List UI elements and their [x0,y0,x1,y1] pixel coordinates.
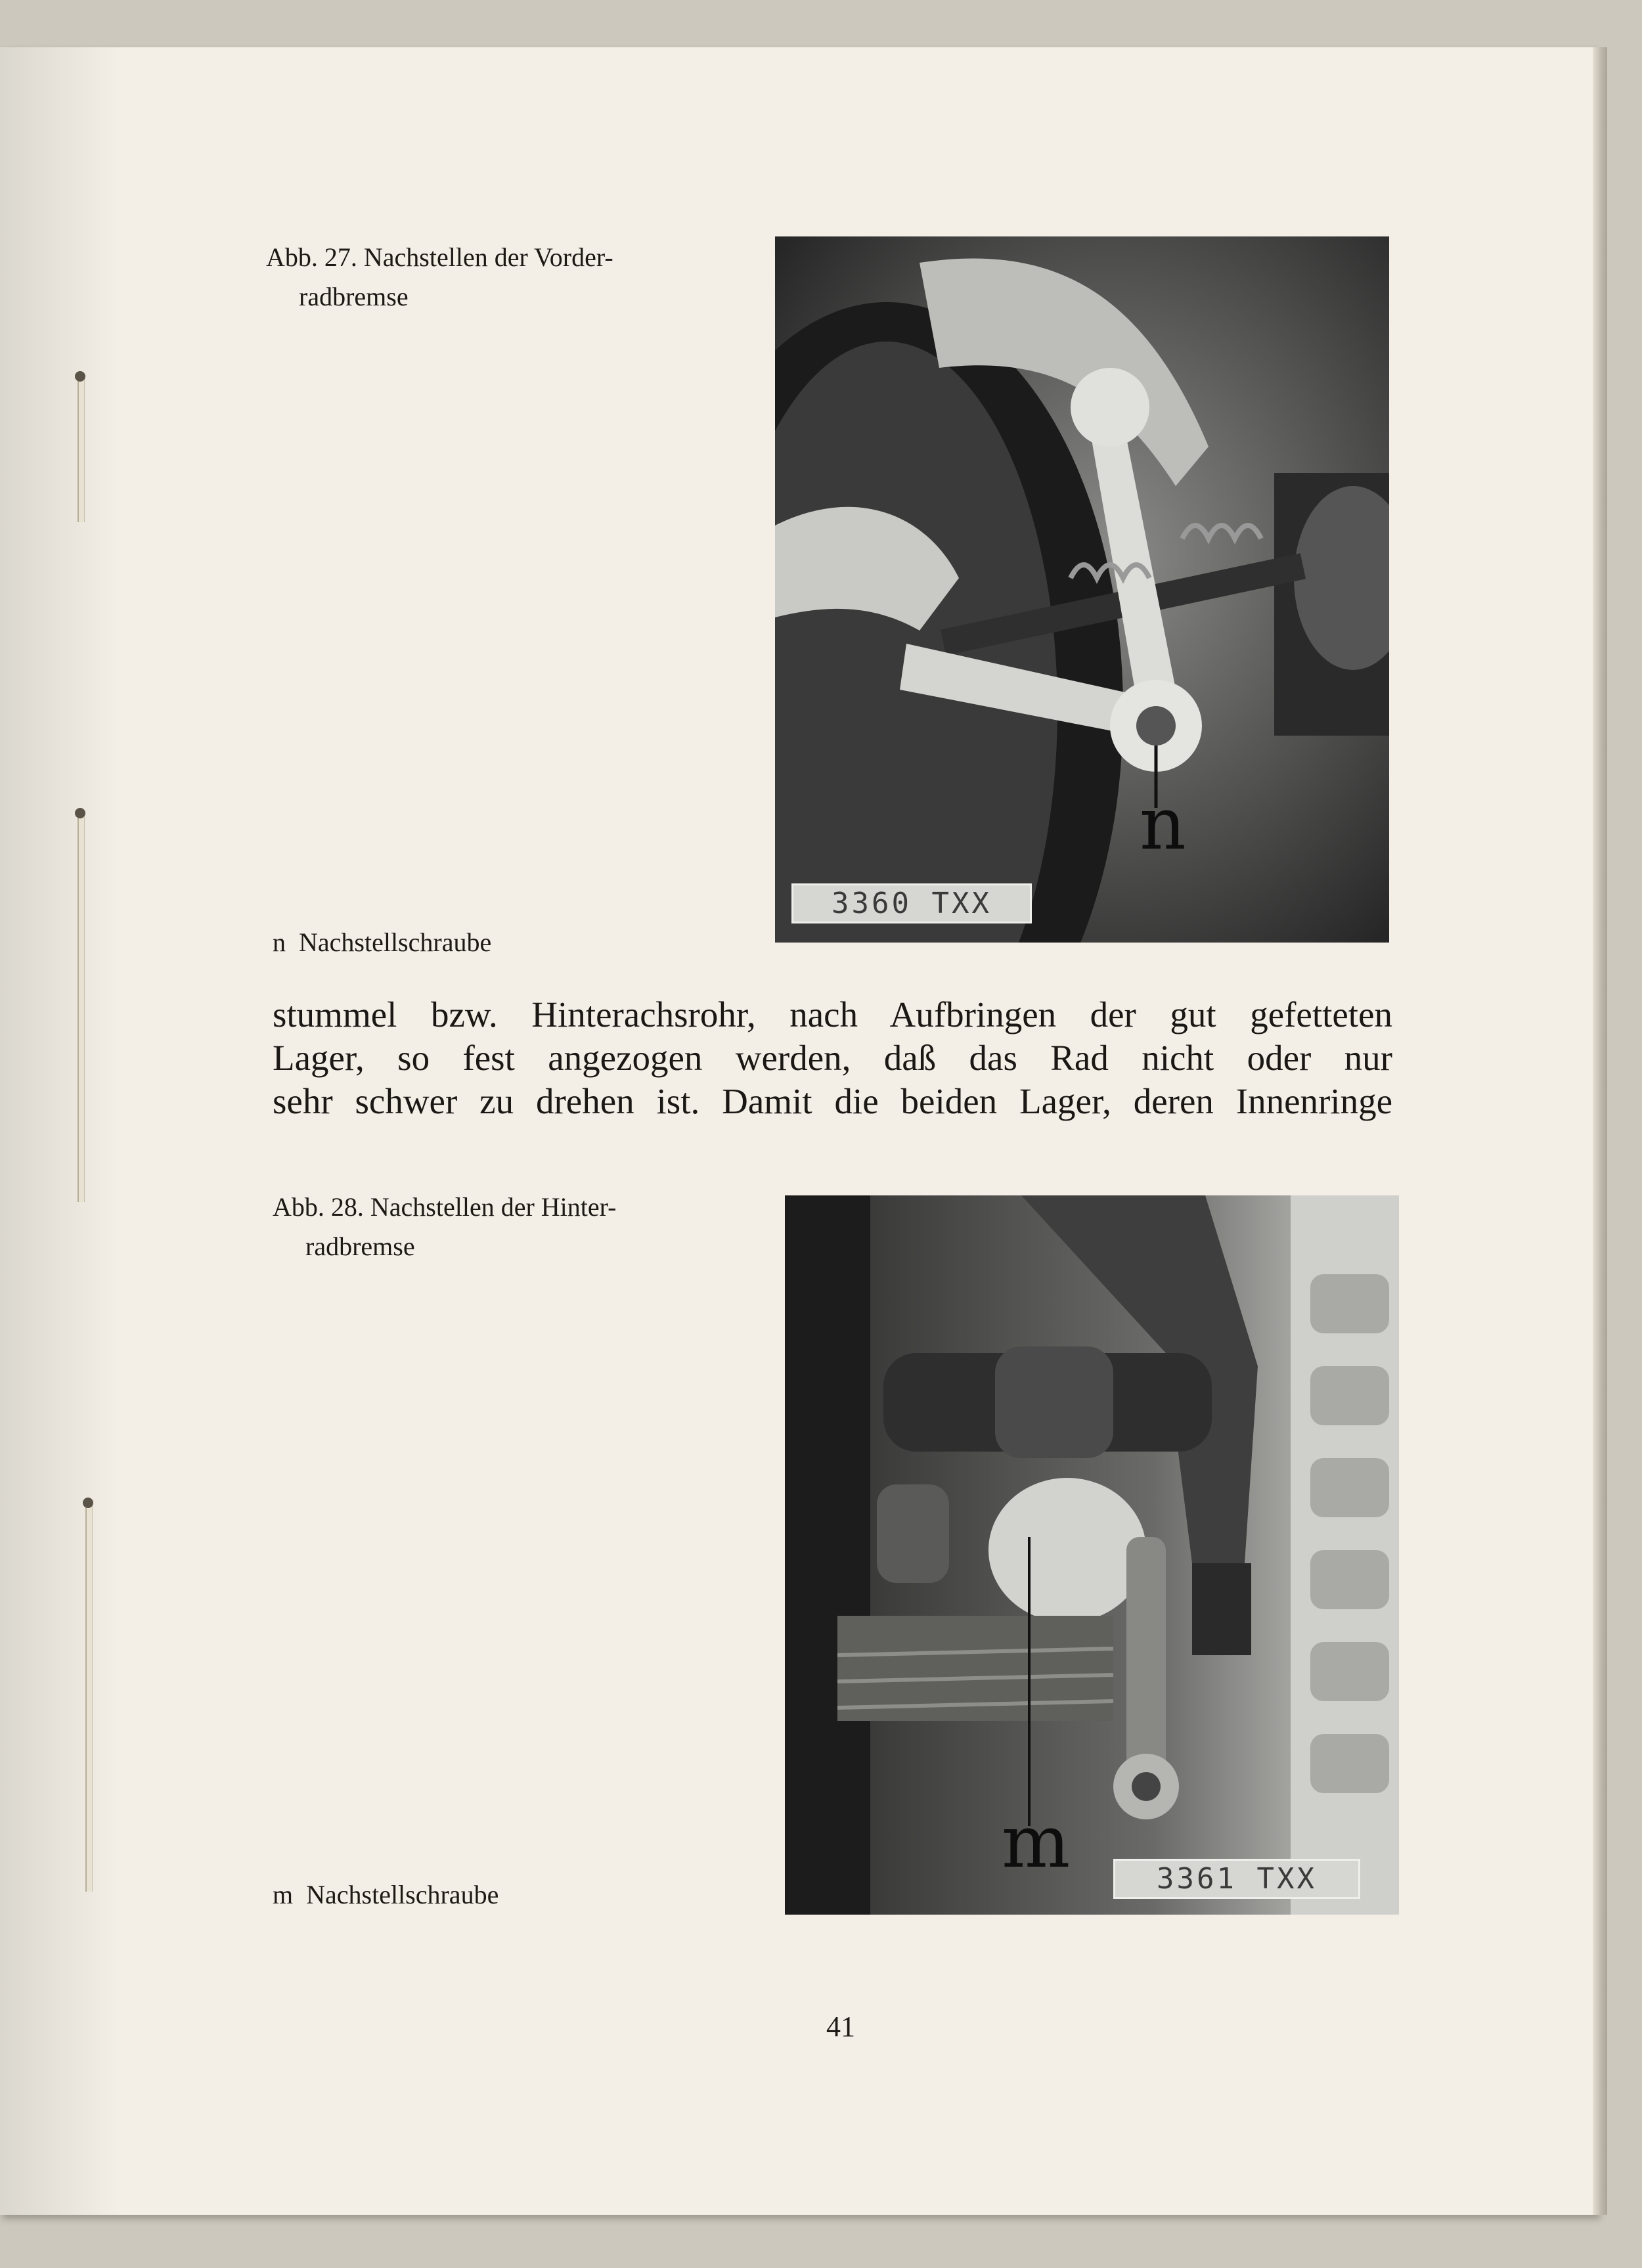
binding-stitch [78,378,85,522]
figure-27-legend: n Nachstellschraube [273,927,492,957]
body-text-line-3: sehr schwer zu drehen ist. Damit die beiden Lager, deren Innenringe [273,1081,1392,1121]
rear-brake-photo-illustration [785,1195,1399,1915]
figure-28-caption [273,1188,745,1266]
front-brake-photo-illustration [775,236,1389,943]
figure-28-photo [785,1195,1399,1915]
figure-28-caption-line1: Abb. 28. Nachstellen der Hinter- [273,1192,617,1222]
figure-28-legend: m Nachstellschraube [273,1880,499,1909]
figure-27-callout-letter: n [1140,782,1186,866]
stitch-hole [75,371,85,382]
page-edge [1593,47,1607,2215]
body-text [273,993,1392,1123]
figure-27-caption-line2: radbremse [299,282,409,311]
binding-gutter [0,47,118,2215]
figure-28-caption-line2: radbremse [305,1232,415,1261]
figure-27-photo [775,236,1389,943]
binding-stitch [85,1504,93,1892]
body-text-line-2: Lager, so fest angezogen werden, daß das Rad nicht oder nur [273,1038,1392,1078]
figure-27-caption [266,238,739,317]
stitch-hole [83,1498,93,1508]
figure-28-plate-number: 3361 TXX [1113,1859,1360,1899]
binding-stitch [78,814,85,1202]
page-number: 41 [826,2011,855,2043]
figure-27-caption-line1: Abb. 27. Nachstellen der Vorder- [266,242,613,272]
figure-28-callout-letter: m [1002,1800,1071,1884]
figure-27-plate-number: 3360 TXX [791,883,1032,923]
stitch-hole [75,808,85,818]
body-text-line-1: stummel bzw. Hinterachsrohr, nach Aufbringen der gut gefetteten [273,994,1392,1034]
